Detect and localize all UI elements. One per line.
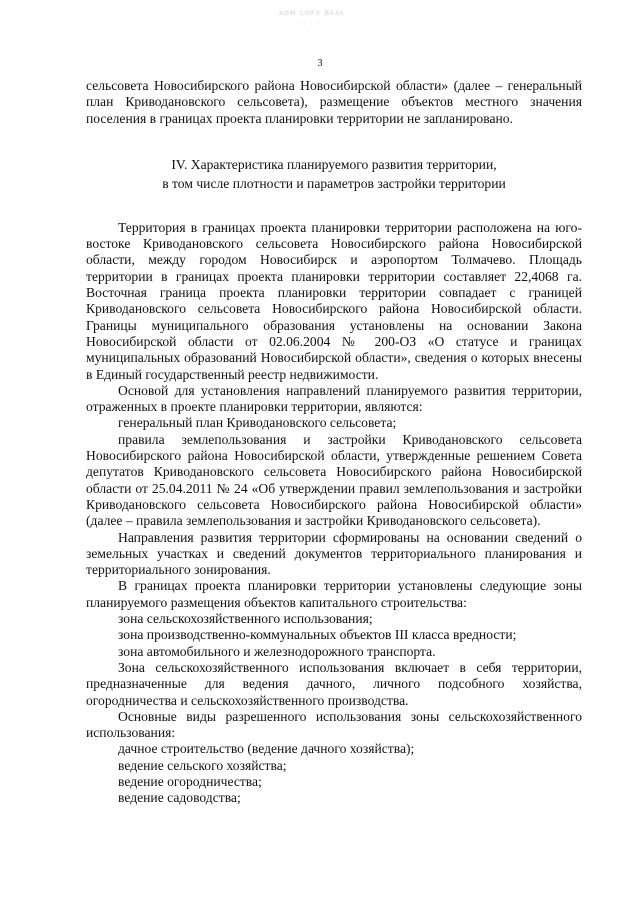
zone-item-transport: зона автомобильного и железнодорожного транспорта. <box>118 643 436 659</box>
uses-intro-paragraph: Основные виды разрешенного использования зоны сельскохозяйственного использования: <box>86 708 582 741</box>
basis-paragraph: Основой для установления направлений планируемого развития территории, отраженных в проекте планировки территории, являются: <box>86 382 582 415</box>
zones-intro-paragraph: В границах проекта планировки территории установлены следующие зоны планируемого размещения объектов капитального строительства: <box>86 578 582 610</box>
zone-item-agricultural: зона сельскохозяйственного использования; <box>118 611 373 627</box>
agri-zone-paragraph: Зона сельскохозяйственного использования включает в себя территории, предназначенные для ведения дачного, личного подсобного хозяйства, огородничества и сельскохозяйственного производства. <box>86 659 582 708</box>
use-item-agriculture: ведение сельского хозяйства; <box>118 757 287 773</box>
page-number: 3 <box>317 58 323 69</box>
basis-item-zoning-rules: правила землепользования и застройки Криводановского сельсовета Новосибирского района Новосибирской области, утвержденные решением Совета депутатов Криводановского сельсовета Новосибирского района Новосибирской области от 25.04.2011 № 24 «Об утверждении правил землепользования и застройки Криводановского сельсовета Новосибирского района Новосибирской области» (далее – правила землепользования и застройки Криводановского сельсовета). <box>86 431 582 529</box>
heading-line-1: IV. Характеристика планируемого развития территории, <box>171 156 497 172</box>
use-item-dacha: дачное строительство (ведение дачного хозяйства); <box>118 741 415 757</box>
territory-paragraph: Территория в границах проекта планировки территории расположена на юго-востоке Криводановского сельсовета Новосибирского района Новосибирской области, между городом Новосибирск и аэропортом Толмачево. Площадь территории в границах проекта планировки территории составляет 22,4068 га. Восточная граница проекта планировки территории совпадает с границей Криводановского сельсовета Новосибирского района Новосибирской области. Границы муниципального образования установлены на основании Закона Новосибирской области от 02.06.2004 № 200-ОЗ «О статусе и границах муниципальных образований Новосибирской области», сведения о которых внесены в Единый государственный реестр недвижимости. <box>86 219 582 382</box>
faint-stamp <box>262 6 362 40</box>
section-heading <box>86 155 582 193</box>
use-item-gardening-orchard: ведение садоводства; <box>118 790 241 806</box>
document-body <box>86 78 582 807</box>
stamp-line-1: ᴀᴅᴍ ᴄᴏᴘʏ ꜱᴇᴀʟ <box>278 7 346 17</box>
heading-line-2: в том числе плотности и параметров застройки территории <box>162 175 506 191</box>
intro-paragraph: сельсовета Новосибирского района Новосибирской области» (далее – генеральный план Криводановского сельсовета), размещение объектов местного значения поселения в границах проекта планировки территории не запланировано. <box>86 78 582 126</box>
zone-item-industrial: зона производственно-коммунальных объектов III класса вредности; <box>118 627 517 643</box>
basis-item-general-plan: генеральный план Криводановского сельсовета; <box>118 415 397 431</box>
use-item-gardening-vegetable: ведение огородничества; <box>118 773 262 789</box>
directions-paragraph: Направления развития территории сформированы на основании сведений о земельных участках и сведений документов территориального планирования и территориального зонирования. <box>86 529 582 578</box>
stamp-line-2: · · · · · <box>295 19 329 29</box>
